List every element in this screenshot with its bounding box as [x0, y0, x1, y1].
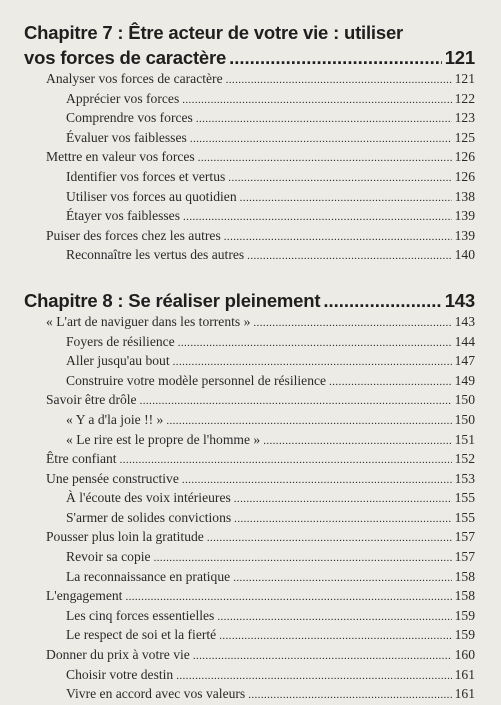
toc-entry: [24, 431, 475, 451]
toc-entry-page: 150: [454, 392, 475, 408]
toc-entry: [24, 313, 475, 333]
toc-entry-title: Savoir être drôle: [46, 392, 137, 408]
toc-entry-page: 122: [454, 90, 475, 106]
toc-entry-page: 158: [454, 588, 475, 604]
leader-dots: [217, 609, 451, 627]
leader-dots: [140, 393, 452, 411]
toc-entry-title: Choisir votre destin: [66, 666, 174, 682]
toc-entry: [24, 646, 475, 666]
chapter-8-title-text: Chapitre 8 : Se réaliser pleinement: [24, 289, 321, 311]
leader-dots: [234, 511, 451, 529]
toc-entry: [24, 188, 475, 208]
toc-entry-page: 139: [454, 208, 475, 224]
toc-entry-title: La reconnaissance en pratique: [66, 568, 231, 584]
leader-dots: [198, 150, 452, 168]
leader-dots: [240, 190, 452, 208]
toc-entry-title: Revoir sa copie: [66, 549, 151, 565]
leader-dots: [234, 491, 452, 509]
leader-dots: [178, 335, 452, 353]
toc-entry: [24, 227, 475, 247]
toc-entry-page: 161: [454, 686, 475, 702]
toc-entry-title: Reconnaître les vertus des autres: [66, 247, 245, 263]
toc-entry: [24, 333, 475, 353]
toc-entry-page: 152: [454, 451, 475, 467]
toc-entry: [24, 90, 475, 110]
toc-entry: [24, 246, 475, 266]
leader-dots: [263, 433, 451, 451]
toc-entry: [24, 548, 475, 568]
toc-entry-page: 149: [454, 372, 475, 388]
toc-entry-page: 155: [454, 509, 475, 525]
toc-entry: [24, 489, 475, 509]
chapter-7-title-line2-row: [24, 45, 475, 70]
toc-entry-page: 161: [454, 666, 475, 682]
toc-entry-page: 160: [454, 647, 475, 663]
toc-entry-title: « Y a d'la joie !! »: [66, 411, 164, 427]
toc-entry-title: Vivre en accord avec vos valeurs: [66, 686, 246, 702]
chapter-8-entries: [24, 313, 475, 705]
toc-entry-page: 153: [454, 470, 475, 486]
chapter-8-title-row: [24, 288, 475, 313]
leader-dots: [224, 229, 452, 247]
chapter-7-title-line2: vos forces de caractère: [24, 47, 227, 68]
toc-entry-page: 139: [454, 227, 475, 243]
toc-entry-title: Être confiant: [46, 451, 117, 467]
toc-entry: [24, 168, 475, 188]
toc-entry: [24, 352, 475, 372]
toc-entry-title: Foyers de résilience: [66, 333, 175, 349]
leader-dots: [120, 452, 452, 470]
leader-dots: [182, 92, 451, 110]
toc-entry: [24, 129, 475, 149]
toc-entry-title: Pousser plus loin la gratitude: [46, 529, 204, 545]
chapter-8-page: 143: [444, 289, 475, 311]
toc-entry-page: 121: [454, 71, 475, 86]
toc-entry-title: « L'art de naviguer dans les torrents »: [46, 313, 251, 329]
toc-entry: [24, 372, 475, 392]
toc-entry: [24, 148, 475, 168]
leader-dots: [329, 374, 452, 392]
leader-dots: [226, 72, 452, 90]
toc-entry: [24, 587, 475, 607]
toc-entry-title: Utiliser vos forces au quotidien: [66, 188, 237, 204]
toc-entry: [24, 411, 475, 431]
leader-dots: [233, 570, 451, 588]
chapter-7-title-line1: Chapitre 7 : Être acteur de votre vie : utiliser: [24, 22, 404, 43]
leader-dots: [173, 354, 452, 372]
toc-entry: [24, 568, 475, 588]
toc-entry-page: 144: [454, 333, 475, 349]
leader-dots: [125, 589, 451, 607]
toc-entry-page: 123: [454, 110, 475, 126]
chapter-7-entries: [24, 70, 475, 266]
toc-entry-page: 157: [454, 529, 475, 545]
toc-entry-page: 126: [454, 168, 475, 184]
leader-dots: [248, 687, 451, 705]
leader-dots: [196, 111, 452, 129]
leader-dots: [247, 248, 451, 266]
toc-entry: [24, 509, 475, 529]
toc-entry-page: 159: [454, 627, 475, 643]
toc-entry: [24, 607, 475, 627]
chapter-8-title: [24, 288, 475, 313]
toc-entry-page: 155: [454, 490, 475, 506]
chapter-7: [24, 20, 475, 266]
toc-entry: [24, 391, 475, 411]
toc-entry-page: 150: [454, 411, 475, 427]
toc-entry-page: 151: [454, 431, 475, 447]
toc-entry-page: 157: [454, 549, 475, 565]
toc-entry-title: Étayer vos faiblesses: [66, 208, 181, 224]
toc-entry-title: Identifier vos forces et vertus: [66, 168, 226, 184]
toc-entry: [24, 109, 475, 129]
leader-dots: [193, 648, 452, 666]
leader-dots: [207, 530, 452, 548]
leader-dots: [229, 45, 442, 70]
leader-dots: [219, 628, 451, 646]
toc-entry-page: 143: [454, 313, 475, 329]
leader-dots: [323, 288, 441, 313]
toc-entry-title: S'armer de solides convictions: [66, 509, 232, 525]
leader-dots: [154, 550, 452, 568]
toc-entry-page: 140: [454, 247, 475, 263]
toc-entry: [24, 470, 475, 490]
toc-entry: [24, 666, 475, 686]
leader-dots: [182, 472, 452, 490]
chapter-7-page: 121: [444, 47, 475, 68]
toc-entry-title: Donner du prix à votre vie: [46, 647, 190, 663]
chapter-8: [24, 288, 475, 705]
toc-entry: [24, 685, 475, 705]
toc-entry-page: 126: [454, 149, 475, 165]
toc-entry: [24, 70, 475, 90]
toc-entry: [24, 626, 475, 646]
toc-entry-title: Aller jusqu'au bout: [66, 353, 170, 369]
toc-entry-title: Construire votre modèle personnel de résilience: [66, 372, 327, 388]
toc-entry: [24, 207, 475, 227]
toc-entry-title: Mettre en valeur vos forces: [46, 149, 195, 165]
toc-entry-title: Apprécier vos forces: [66, 90, 180, 106]
toc-entry-page: 147: [454, 353, 475, 369]
toc-entry-title: L'engagement: [46, 588, 123, 604]
toc-entry-page: 158: [454, 568, 475, 584]
toc-entry-title: Le respect de soi et la fierté: [66, 627, 217, 643]
toc-entry-title: Puiser des forces chez les autres: [46, 227, 221, 243]
toc-entry-title: Évaluer vos faiblesses: [66, 129, 187, 145]
toc-entry: [24, 450, 475, 470]
toc-entry-page: 125: [454, 129, 475, 145]
toc-entry-page: 138: [454, 188, 475, 204]
leader-dots: [166, 413, 451, 431]
leader-dots: [190, 131, 452, 149]
leader-dots: [183, 209, 452, 227]
leader-dots: [253, 315, 451, 333]
toc-entry-title: À l'écoute des voix intérieures: [66, 490, 231, 506]
toc-entry-title: Une pensée constructive: [46, 470, 179, 486]
toc-entry-page: 159: [454, 607, 475, 623]
toc-entry-title: Les cinq forces essentielles: [66, 607, 215, 623]
toc-entry-title: « Le rire est le propre de l'homme »: [66, 431, 261, 447]
chapter-7-title: [24, 20, 475, 70]
toc-entry: [24, 528, 475, 548]
toc-entry-title: Comprendre vos forces: [66, 110, 193, 126]
leader-dots: [228, 170, 451, 188]
toc-entry-title: Analyser vos forces de caractère: [46, 71, 223, 86]
